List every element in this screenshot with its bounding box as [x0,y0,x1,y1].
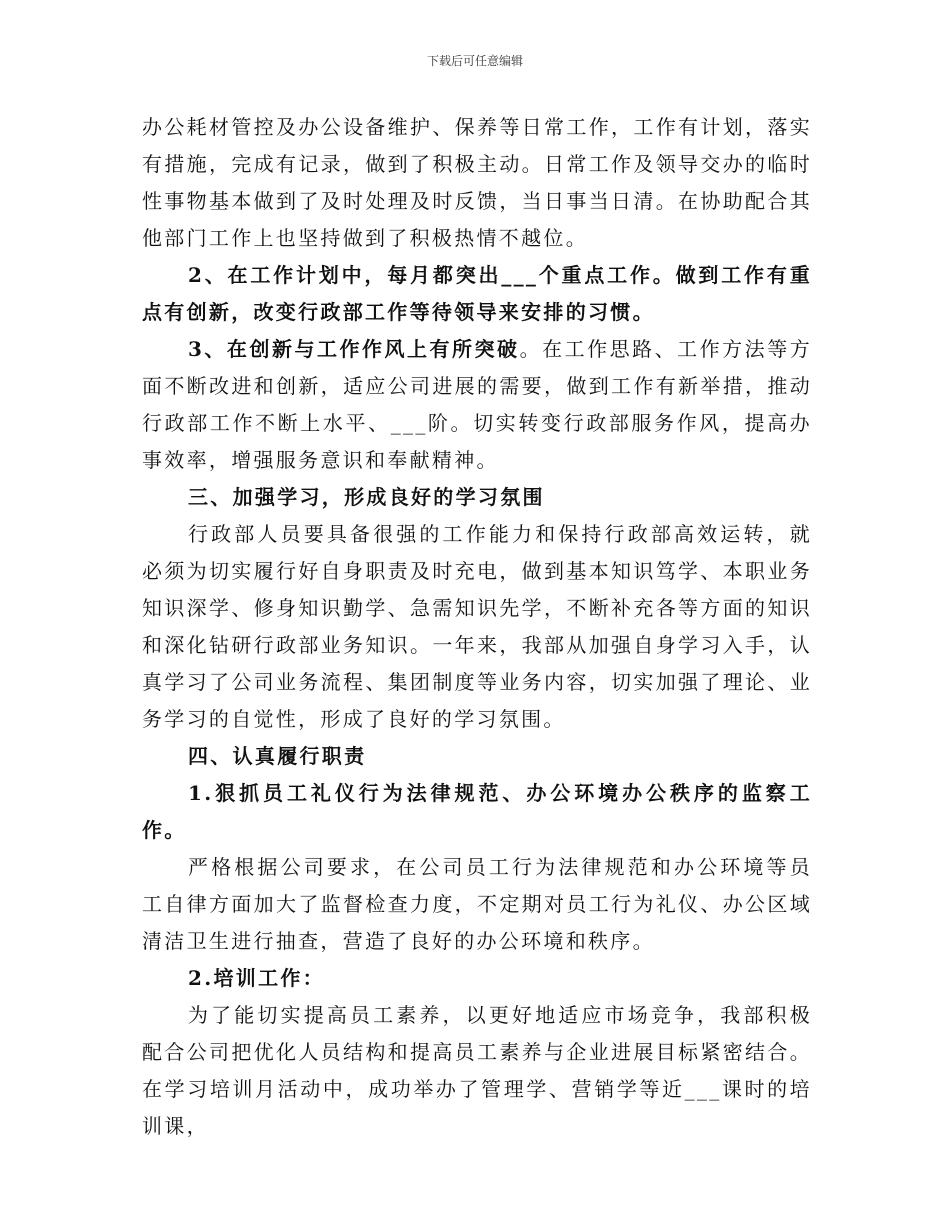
subheading-etiquette-supervision: 1.狠抓员工礼仪行为法律规范、办公环境办公秩序的监察工作。 [142,781,812,842]
paragraph-innovation-body: 。在工作思路、工作方法等方面不断改进和创新，适应公司进展的需要，做到工作有新举措，推动行政部工作不断上水平、___阶。切实转变行政部服务作风，提高办事效率，增强服务意识和奉献精神。 [142,337,812,472]
paragraph-office-supplies: 办公耗材管控及办公设备维护、保养等日常工作，工作有计划，落实有措施，完成有记录，做到了积极主动。日常工作及领导交办的临时性事物基本做到了及时处理及时反馈，当日事当日清。在协助配合其他部门工作上也坚持做到了积极热情不越位。 [142,115,812,250]
page-header: 下载后可任意编辑 [426,54,523,68]
paragraph-learning: 行政部人员要具备很强的工作能力和保持行政部高效运转，就必须为切实履行好自身职责及时充电，做到基本知识笃学、本职业务知识深学、修身知识勤学、急需知识先学，不断补充各等方面的知识和深化钻研行政部业务知识。一年来，我部从加强自身学习入手，认真学习了公司业务流程、集团制度等业务内容，切实加强了理论、业务学习的自觉性，形成了良好的学习氛围。 [142,522,812,731]
paragraph-training: 为了能切实提高员工素养，以更好地适应市场竞争，我部积极配合公司把优化人员结构和提高员工素养与企业进展目标紧密结合。在学习培训月活动中，成功举办了管理学、营销学等近___课时的培训课， [142,1003,812,1138]
subheading-training: 2.培训工作： [188,966,325,990]
paragraph-innovation [142,331,812,479]
document-body [142,109,812,1145]
paragraph-etiquette-supervision: 严格根据公司要求，在公司员工行为法律规范和办公环境等员工自律方面加大了监督检查力度，不定期对员工行为礼仪、办公区域清洁卫生进行抽查，营造了良好的办公环境和秩序。 [142,855,812,953]
paragraph-innovation-heading: 3、在创新与工作作风上有所突破 [188,337,520,361]
paragraph-key-work-plan: 2、在工作计划中，每月都突出___个重点工作。做到工作有重点有创新，改变行政部工作等待领导来安排的习惯。 [142,263,812,324]
section-heading-duties: 四、认真履行职责 [188,744,367,768]
section-heading-learning: 三、加强学习，形成良好的学习氛围 [188,485,545,509]
